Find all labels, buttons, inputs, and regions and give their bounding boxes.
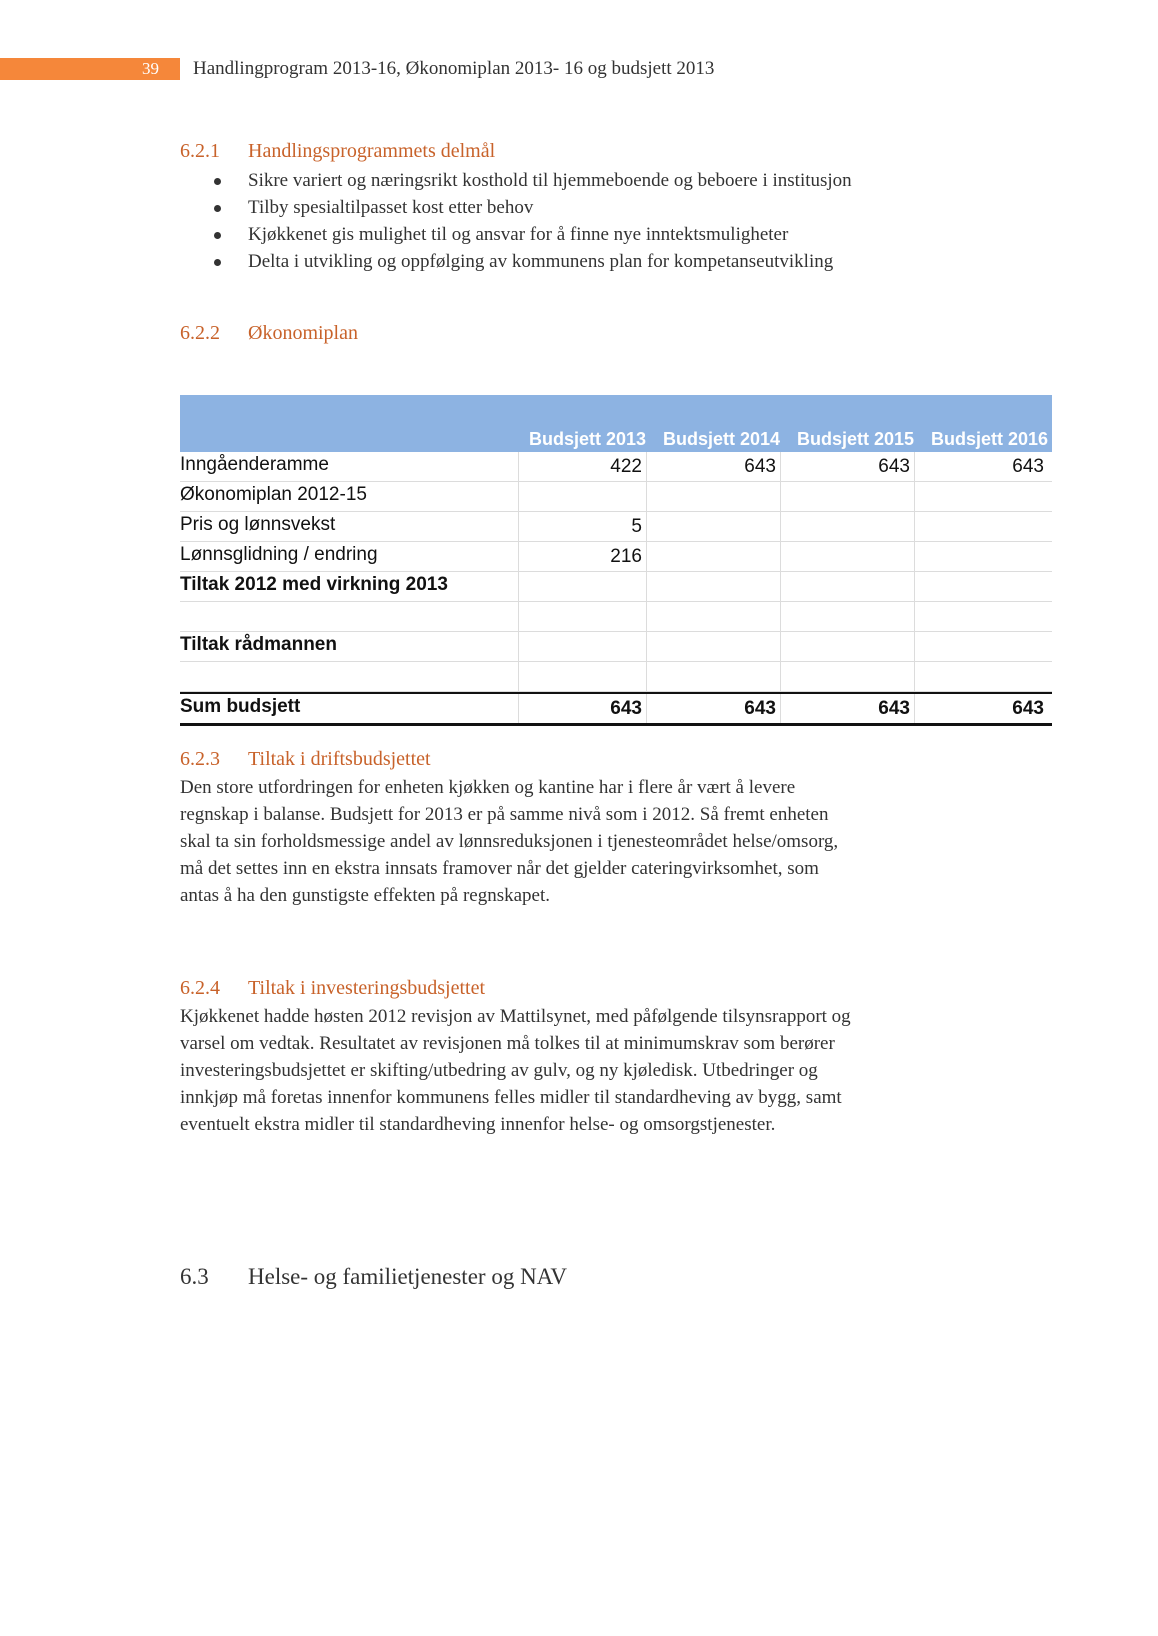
table-cell — [914, 602, 1048, 631]
table-cell — [914, 482, 1048, 511]
table-cell — [780, 572, 914, 601]
row-label: Inngåenderamme — [180, 454, 329, 475]
section-number: 6.3 — [180, 1264, 209, 1289]
section-number: 6.2.3 — [180, 748, 220, 770]
table-cell — [518, 662, 646, 691]
paragraph-investment-budget: Kjøkkenet hadde høsten 2012 revisjon av Mattilsynet, med påfølgende tilsynsrapport og varsel om vedtak. Resultatet av revisjonen må tolkes til at minimumskrav som berører investeringsbudsjettet er skifting/utbedring av gulv, og ny kjøledisk. Utbedringer og innkjøp må foretas innenfor kommunens felles midler til standardheving av bygg, samt eventuelt ekstra midler til standardheving innenfor helse- og omsorgstjenester. — [180, 1006, 851, 1135]
table-row — [180, 482, 1052, 512]
table-cell — [780, 662, 914, 691]
section-heading-6-3 — [180, 1262, 567, 1292]
bullet-icon — [214, 259, 221, 266]
column-header: Budsjett 2013 — [528, 429, 646, 449]
table-cell: 216 — [518, 542, 646, 571]
table-cell — [914, 542, 1048, 571]
table-cell: 643 — [914, 694, 1048, 723]
table-row — [180, 602, 1052, 632]
table-row — [180, 542, 1052, 572]
table-cell: 643 — [780, 694, 914, 723]
section-number: 6.2.4 — [180, 977, 220, 999]
table-cell: 643 — [780, 452, 914, 481]
table-cell — [646, 662, 780, 691]
table-row — [180, 662, 1052, 692]
row-label: Lønnsglidning / endring — [180, 544, 378, 565]
section-heading-6-2-4 — [180, 975, 485, 1001]
row-label: Tiltak 2012 med virkning 2013 — [180, 574, 448, 595]
table-cell — [914, 512, 1048, 541]
table-cell: 643 — [914, 452, 1048, 481]
page-number: 39 — [142, 59, 159, 78]
table-cell — [646, 482, 780, 511]
row-label: Pris og lønnsvekst — [180, 514, 336, 535]
bullet-icon — [214, 178, 221, 185]
section-title: Tiltak i investeringsbudsjettet — [248, 977, 486, 999]
table-cell — [646, 602, 780, 631]
list-item: Delta i utvikling og oppfølging av kommunens plan for kompetanseutvikling — [180, 248, 852, 275]
goals-list — [180, 167, 852, 275]
section-title: Helse- og familietjenester og NAV — [248, 1264, 567, 1289]
column-header: Budsjett 2015 — [796, 429, 914, 449]
table-cell — [914, 662, 1048, 691]
table-cell — [518, 572, 646, 601]
section-title: Tiltak i driftsbudsjettet — [248, 748, 431, 770]
budget-table — [180, 395, 1052, 726]
table-row — [180, 632, 1052, 662]
table-cell — [780, 512, 914, 541]
section-heading-6-2-1 — [180, 138, 495, 164]
table-header — [180, 395, 1052, 452]
table-cell — [518, 632, 646, 661]
bullet-icon — [214, 232, 221, 239]
section-heading-6-2-2 — [180, 320, 358, 346]
list-item: Sikre variert og næringsrikt kosthold til hjemmeboende og beboere i institusjon — [180, 167, 852, 194]
list-item: Tilby spesialtilpasset kost etter behov — [180, 194, 852, 221]
table-cell — [914, 632, 1048, 661]
section-number: 6.2.2 — [180, 322, 220, 344]
table-row — [180, 572, 1052, 602]
table-cell — [780, 482, 914, 511]
table-cell — [646, 542, 780, 571]
column-header: Budsjett 2014 — [662, 429, 780, 449]
bullet-icon — [214, 205, 221, 212]
table-cell — [646, 572, 780, 601]
section-title: Økonomiplan — [248, 322, 358, 344]
row-label: Sum budsjett — [180, 696, 301, 717]
table-cell — [646, 632, 780, 661]
table-cell: 643 — [646, 452, 780, 481]
column-header: Budsjett 2016 — [930, 429, 1048, 449]
row-label: Tiltak rådmannen — [180, 634, 337, 655]
list-item: Kjøkkenet gis mulighet til og ansvar for å finne nye inntektsmuligheter — [180, 221, 852, 248]
paragraph-operations-budget: Den store utfordringen for enheten kjøkken og kantine har i flere år vært å levere regnskap i balanse. Budsjett for 2013 er på samme nivå som i 2012. Så fremt enheten skal ta sin forholdsmessige andel av lønnsreduksjonen i tjenesteområdet helse/omsorg, må det settes inn en ekstra innsats framover når det gjelder cateringvirksomhet, som antas å ha den gunstigste effekten på regnskapet. — [180, 777, 839, 906]
document-title: Handlingprogram 2013-16, Økonomiplan 2013- 16 og budsjett 2013 — [193, 58, 715, 79]
table-cell — [780, 632, 914, 661]
table-row — [180, 452, 1052, 482]
table-cell — [518, 602, 646, 631]
section-title: Handlingsprogrammets delmål — [248, 140, 496, 162]
table-cell: 422 — [518, 452, 646, 481]
table-cell — [518, 482, 646, 511]
section-heading-6-2-3 — [180, 746, 431, 772]
table-cell — [646, 512, 780, 541]
table-row — [180, 512, 1052, 542]
table-cell: 643 — [518, 694, 646, 723]
table-cell — [914, 572, 1048, 601]
table-cell — [780, 602, 914, 631]
row-label: Økonomiplan 2012-15 — [180, 484, 367, 505]
section-number: 6.2.1 — [180, 140, 220, 162]
table-cell: 5 — [518, 512, 646, 541]
table-cell: 643 — [646, 694, 780, 723]
table-cell — [780, 542, 914, 571]
sum-row — [180, 692, 1052, 726]
